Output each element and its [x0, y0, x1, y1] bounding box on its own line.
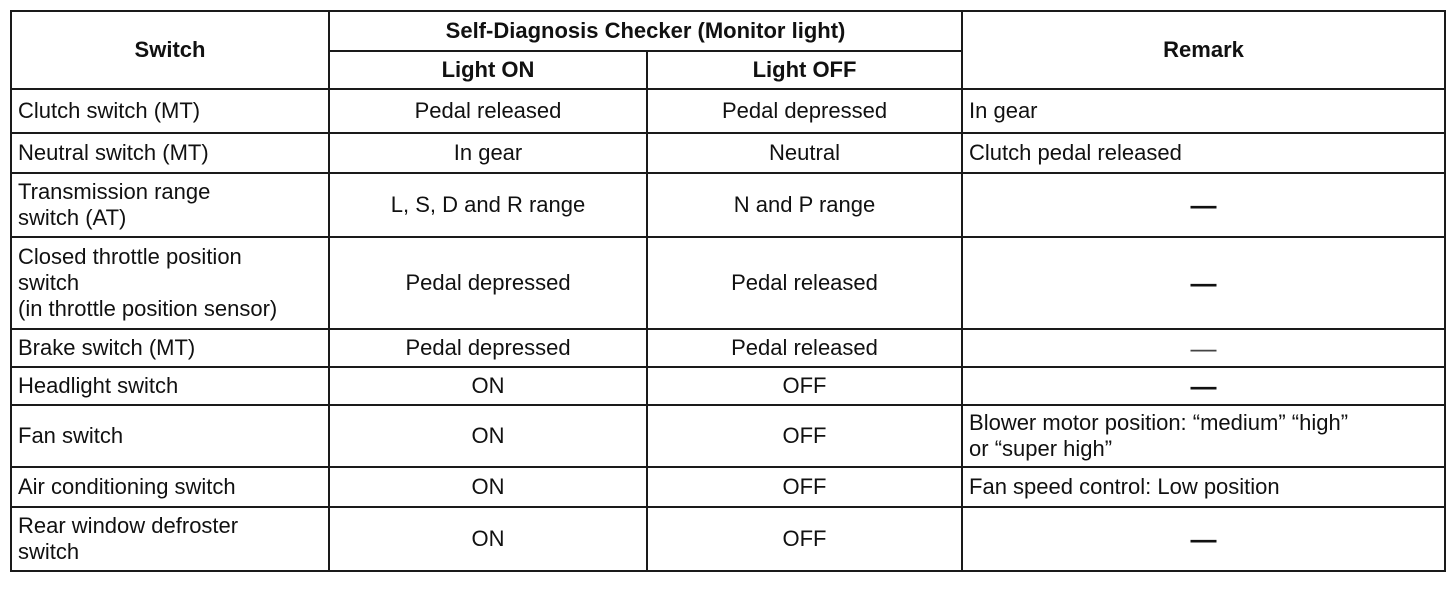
cell-remark: Clutch pedal released: [962, 133, 1445, 173]
table-row: [11, 405, 1445, 467]
cell-light-off: Pedal released: [647, 237, 962, 329]
cell-light-on: ON: [329, 467, 647, 507]
self-diagnosis-table: [10, 10, 1446, 572]
table-row: [11, 467, 1445, 507]
cell-switch: Air conditioning switch: [11, 467, 329, 507]
cell-light-on: ON: [329, 367, 647, 405]
cell-switch: Transmission range switch (AT): [11, 173, 329, 237]
cell-switch: Brake switch (MT): [11, 329, 329, 367]
cell-light-off: Neutral: [647, 133, 962, 173]
cell-switch: Headlight switch: [11, 367, 329, 405]
cell-switch: Rear window defroster switch: [11, 507, 329, 571]
cell-light-on: L, S, D and R range: [329, 173, 647, 237]
cell-switch: Clutch switch (MT): [11, 89, 329, 133]
table-row: [11, 329, 1445, 367]
table-row: [11, 133, 1445, 173]
header-remark: Remark: [962, 11, 1445, 89]
table-row: [11, 237, 1445, 329]
table-row: [11, 89, 1445, 133]
cell-light-off: OFF: [647, 507, 962, 571]
cell-light-on: Pedal depressed: [329, 237, 647, 329]
cell-remark: Fan speed control: Low position: [962, 467, 1445, 507]
cell-switch: Closed throttle position switch (in throttle position sensor): [11, 237, 329, 329]
cell-light-off: Pedal released: [647, 329, 962, 367]
cell-light-on: ON: [329, 405, 647, 467]
cell-light-off: OFF: [647, 467, 962, 507]
cell-switch: Fan switch: [11, 405, 329, 467]
cell-light-on: In gear: [329, 133, 647, 173]
cell-light-off: N and P range: [647, 173, 962, 237]
header-switch: Switch: [11, 11, 329, 89]
header-light-on: Light ON: [329, 51, 647, 89]
cell-switch: Neutral switch (MT): [11, 133, 329, 173]
cell-remark: In gear: [962, 89, 1445, 133]
cell-remark: Blower motor position: “medium” “high” or “super high”: [962, 405, 1445, 467]
header-light-off: Light OFF: [647, 51, 962, 89]
header-row-top: [11, 11, 1445, 51]
cell-light-on: Pedal released: [329, 89, 647, 133]
cell-light-off: OFF: [647, 405, 962, 467]
header-checker: Self-Diagnosis Checker (Monitor light): [329, 11, 962, 51]
cell-remark: —: [962, 173, 1445, 237]
cell-light-off: OFF: [647, 367, 962, 405]
table-row: [11, 507, 1445, 571]
cell-light-on: ON: [329, 507, 647, 571]
cell-light-on: Pedal depressed: [329, 329, 647, 367]
cell-remark: —: [962, 329, 1445, 367]
cell-remark: —: [962, 237, 1445, 329]
cell-remark: —: [962, 367, 1445, 405]
table-row: [11, 173, 1445, 237]
cell-light-off: Pedal depressed: [647, 89, 962, 133]
table-row: [11, 367, 1445, 405]
cell-remark: —: [962, 507, 1445, 571]
